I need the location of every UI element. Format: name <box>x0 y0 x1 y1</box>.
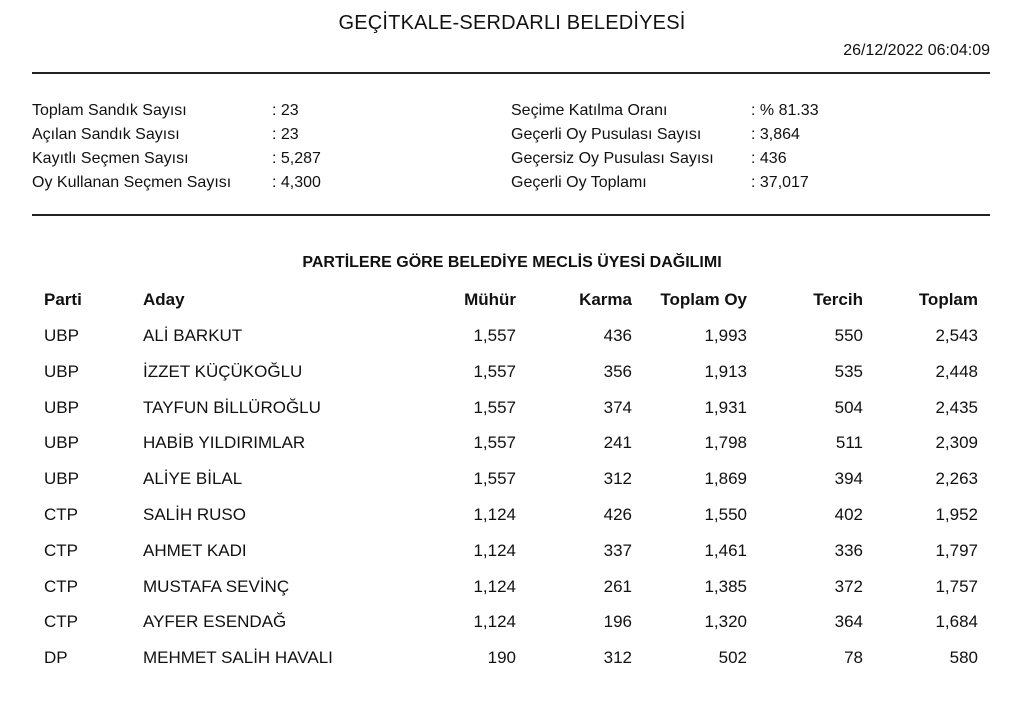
section-title: PARTİLERE GÖRE BELEDİYE MECLİS ÜYESİ DAĞILIMI <box>302 254 722 271</box>
stat-row-opened-ballot-boxes <box>32 123 321 147</box>
cell-total: 2,263 <box>935 469 978 488</box>
stat-label: Seçime Katılma Oranı <box>511 102 668 119</box>
cell-candidate: İZZET KÜÇÜKOĞLU <box>143 362 303 381</box>
cell-total: 580 <box>949 648 978 667</box>
cell-mixed: 436 <box>603 326 632 345</box>
cell-stamp: 1,557 <box>473 398 516 417</box>
cell-total-votes: 1,913 <box>704 362 747 381</box>
cell-party: CTP <box>44 505 78 524</box>
stat-value: : 436 <box>751 150 787 167</box>
stat-value: : 23 <box>272 102 299 119</box>
stat-row-valid-ballots <box>511 123 819 147</box>
cell-stamp: 1,557 <box>473 362 516 381</box>
cell-total: 1,684 <box>935 612 978 631</box>
page-title: GEÇİTKALE-SERDARLI BELEDİYESİ <box>338 12 686 34</box>
stat-label: Geçerli Oy Pusulası Sayısı <box>511 126 702 143</box>
cell-total: 2,435 <box>935 398 978 417</box>
stat-label: Açılan Sandık Sayısı <box>32 126 180 143</box>
cell-preference: 78 <box>844 648 863 667</box>
cell-total-votes: 1,550 <box>704 505 747 524</box>
cell-preference: 336 <box>834 541 863 560</box>
cell-total-votes: 1,869 <box>704 469 747 488</box>
cell-mixed: 312 <box>603 648 632 667</box>
cell-total-votes: 1,385 <box>704 577 747 596</box>
stat-label: Oy Kullanan Seçmen Sayısı <box>32 174 232 191</box>
cell-total: 1,952 <box>935 505 978 524</box>
cell-total: 1,757 <box>935 577 978 596</box>
cell-stamp: 1,557 <box>473 326 516 345</box>
cell-party: UBP <box>44 362 79 381</box>
stat-row-turnout-rate <box>511 99 819 123</box>
cell-mixed: 337 <box>603 541 632 560</box>
column-header-total: Toplam <box>918 290 978 309</box>
cell-stamp: 1,557 <box>473 433 516 452</box>
cell-candidate: SALİH RUSO <box>143 505 246 524</box>
cell-party: CTP <box>44 577 78 596</box>
cell-candidate: ALİ BARKUT <box>143 326 243 345</box>
cell-mixed: 312 <box>603 469 632 488</box>
cell-party: UBP <box>44 433 79 452</box>
table-row <box>0 324 1024 348</box>
cell-preference: 372 <box>834 577 863 596</box>
cell-preference: 504 <box>834 398 863 417</box>
cell-stamp: 1,124 <box>473 541 516 560</box>
stat-value: : 5,287 <box>272 150 321 167</box>
cell-preference: 511 <box>835 433 863 452</box>
cell-party: UBP <box>44 326 79 345</box>
stat-label: Geçerli Oy Toplamı <box>511 174 647 191</box>
column-header-preference: Tercih <box>813 290 863 309</box>
table-row <box>0 503 1024 527</box>
cell-mixed: 426 <box>603 505 632 524</box>
column-header-total-votes: Toplam Oy <box>660 290 747 309</box>
cell-stamp: 1,124 <box>473 612 516 631</box>
cell-party: CTP <box>44 612 78 631</box>
table-row <box>0 360 1024 384</box>
cell-total-votes: 1,993 <box>704 326 747 345</box>
cell-total: 2,309 <box>935 433 978 452</box>
table-row <box>0 575 1024 599</box>
stats-right-block <box>511 99 819 195</box>
cell-stamp: 1,124 <box>473 505 516 524</box>
report-timestamp: 26/12/2022 06:04:09 <box>843 42 990 59</box>
cell-total-votes: 502 <box>718 648 747 667</box>
stat-value: : 3,864 <box>751 126 800 143</box>
stat-row-registered-voters <box>32 147 321 171</box>
cell-candidate: HABİB YILDIRIMLAR <box>143 433 306 452</box>
table-row <box>0 431 1024 455</box>
cell-party: DP <box>44 648 68 667</box>
cell-preference: 402 <box>834 505 863 524</box>
cell-mixed: 261 <box>603 577 632 596</box>
column-header-candidate: Aday <box>143 290 185 309</box>
cell-total: 1,797 <box>935 541 978 560</box>
cell-party: UBP <box>44 469 79 488</box>
cell-stamp: 1,557 <box>473 469 516 488</box>
cell-preference: 535 <box>834 362 863 381</box>
cell-total: 2,543 <box>935 326 978 345</box>
cell-candidate: AHMET KADI <box>143 541 247 560</box>
cell-stamp: 190 <box>487 648 516 667</box>
table-row <box>0 396 1024 420</box>
stat-label: Kayıtlı Seçmen Sayısı <box>32 150 189 167</box>
cell-preference: 550 <box>834 326 863 345</box>
cell-candidate: ALİYE BİLAL <box>143 469 243 488</box>
stats-left-block <box>32 99 321 195</box>
cell-mixed: 241 <box>603 433 632 452</box>
stat-row-valid-vote-total <box>511 171 819 195</box>
stat-value: : 37,017 <box>751 174 809 191</box>
cell-mixed: 196 <box>603 612 632 631</box>
table-row <box>0 646 1024 670</box>
stat-value: : 4,300 <box>272 174 321 191</box>
cell-total-votes: 1,798 <box>704 433 747 452</box>
stat-value: : % 81.33 <box>751 102 819 119</box>
column-header-mixed: Karma <box>579 290 632 309</box>
cell-preference: 364 <box>834 612 863 631</box>
stat-row-voters-cast <box>32 171 321 195</box>
column-header-party: Parti <box>44 290 82 309</box>
cell-candidate: TAYFUN BİLLÜROĞLU <box>143 398 321 417</box>
cell-candidate: MEHMET SALİH HAVALI <box>143 648 333 667</box>
cell-total: 2,448 <box>935 362 978 381</box>
stat-row-invalid-ballots <box>511 147 819 171</box>
table-row <box>0 467 1024 491</box>
cell-candidate: AYFER ESENDAĞ <box>143 612 287 631</box>
cell-party: CTP <box>44 541 78 560</box>
cell-preference: 394 <box>834 469 863 488</box>
stat-label: Toplam Sandık Sayısı <box>32 102 187 119</box>
middle-divider <box>32 214 990 216</box>
cell-party: UBP <box>44 398 79 417</box>
cell-stamp: 1,124 <box>473 577 516 596</box>
table-row <box>0 610 1024 634</box>
cell-candidate: MUSTAFA SEVİNÇ <box>143 577 290 596</box>
stat-label: Geçersiz Oy Pusulası Sayısı <box>511 150 714 167</box>
table-row <box>0 539 1024 563</box>
cell-total-votes: 1,461 <box>704 541 747 560</box>
table-header-row <box>0 288 1024 312</box>
stat-row-total-ballot-boxes <box>32 99 321 123</box>
cell-mixed: 356 <box>603 362 632 381</box>
cell-mixed: 374 <box>603 398 632 417</box>
cell-total-votes: 1,320 <box>704 612 747 631</box>
column-header-stamp: Mühür <box>464 290 516 309</box>
stat-value: : 23 <box>272 126 299 143</box>
top-divider <box>32 72 990 74</box>
cell-total-votes: 1,931 <box>704 398 747 417</box>
